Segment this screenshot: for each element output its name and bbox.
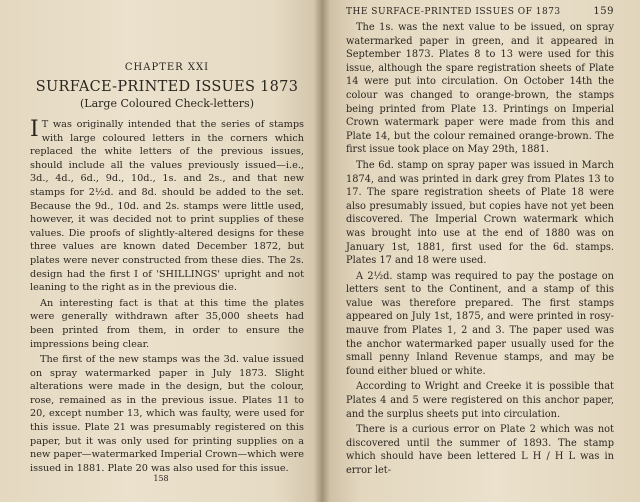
drop-cap: I xyxy=(30,117,39,142)
paragraph-text: T was originally intended that the series of stamps with large coloured letters in the corners which replaced the white letters of the previous issues, should include all the values previously issued—i.e., 3d., 4d., 6d., 9d., 10d., 1s. and 2s., and that new stamps for 2½d. and 8d. should be added to the set. Because the 9d., 10d. and 2s. stamps were little used, however, it was decided not to print supplies of these values. Die proofs of slightly-altered designs for these three values are known dated December 1872, but plates were never constructed from these dies. The 2s. design had the first I of 'SHILLINGS' upright and not leaning to the right as in the previous die. xyxy=(30,119,304,294)
paragraph: The first of the new stamps was the 3d. value issued on spray watermarked paper in July 1873. Slight alterations were made in the design, but the colour, rose, remained as in the previous issue. Plates 11 to 20, except number 13, which was faulty, were used for this issue. Plate 21 was presumably registered on this paper, but it was only used for printing supplies on a new paper—watermarked Imperial Crown—which were issued in 1881. Plate 20 was also used for this issue. xyxy=(30,354,304,474)
page-number-right: 159 xyxy=(593,6,614,17)
paragraph xyxy=(30,118,304,295)
paragraph: The 6d. stamp on spray paper was issued in March 1874, and was printed in dark grey from Plates 13 to 17. The spare registration sheets of Plate 18 were also presumably issued, but copies have not yet been discovered. The Imperial Crown watermark which was brought into use at the end of 1880 was on January 1st, 1881, first used for the 6d. stamps. Plates 17 and 18 were used. xyxy=(346,159,614,267)
running-head xyxy=(346,6,614,17)
page-number-left: 158 xyxy=(153,474,169,483)
paragraph: An interesting fact is that at this time the plates were generally withdrawn after 35,000 sheets had been printed from them, in order to ensure the impressions being clear. xyxy=(30,297,304,350)
right-page xyxy=(322,0,640,502)
paragraph: According to Wright and Creeke it is possible that Plates 4 and 5 were registered on this anchor paper, and the surplus sheets put into circulation. xyxy=(346,381,614,420)
book-gutter xyxy=(314,0,330,502)
chapter-heading: CHAPTER XXI xyxy=(124,62,210,73)
chapter-title: SURFACE-PRINTED ISSUES 1873 xyxy=(35,79,299,95)
chapter-subtitle: (Large Coloured Check-letters) xyxy=(80,97,254,110)
paragraph: A 2½d. stamp was required to pay the postage on letters sent to the Continent, and a stamp of this value was therefore prepared. The first stamps appeared on July 1st, 1875, and were printed in rosy-mauve from Plates 1, 2 and 3. The paper used was the anchor watermarked paper usually used for the small penny Inland Revenue stamps, and may be found either blued or white. xyxy=(346,270,614,377)
paragraph: There is a curious error on Plate 2 which was not discovered until the summer of 1893. The stamp which should have been lettered L H / H L was in error let- xyxy=(346,424,614,476)
paragraph: The 1s. was the next value to be issued, on spray watermarked paper in green, and it appeared in September 1873. Plates 8 to 13 were used for this issue, although the spare registration sheets of Plate 14 were put into circulation. On October 14th the colour was changed to orange-brown, the stamps being printed from Plate 13. Printings on Imperial Crown watermark paper were made from this and Plate 14, but the colour remained orange-brown. The first issue took place on May 29th, 1881. xyxy=(346,22,614,156)
running-head-title: THE SURFACE-PRINTED ISSUES OF 1873 xyxy=(346,7,561,17)
